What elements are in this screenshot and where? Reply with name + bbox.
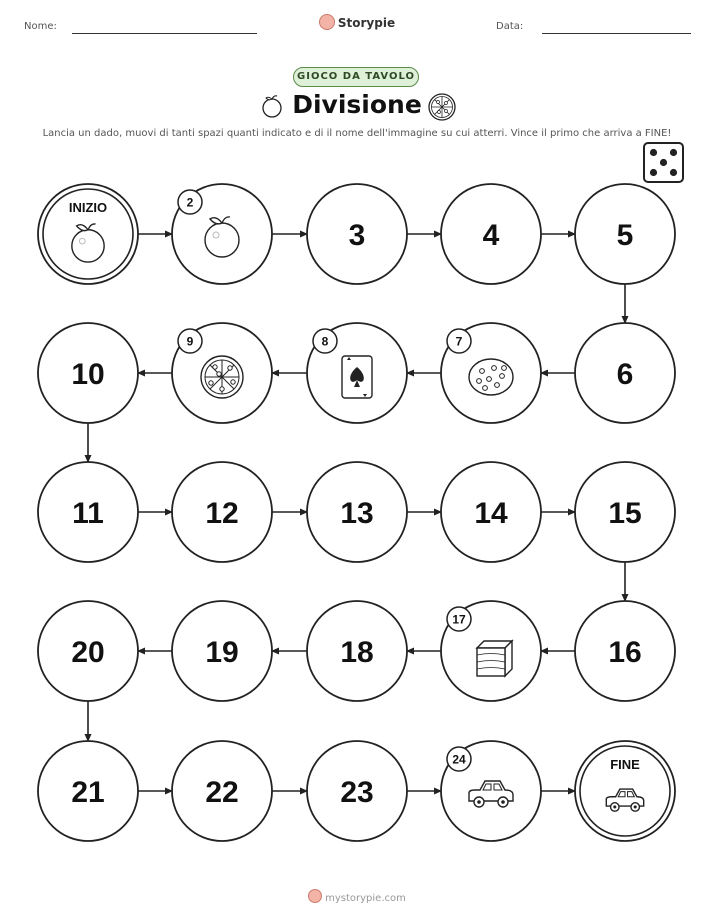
pizza-icon bbox=[201, 356, 243, 398]
board-space-15[interactable] bbox=[575, 462, 675, 562]
board-space-19[interactable] bbox=[172, 601, 272, 701]
footer bbox=[0, 889, 714, 904]
board-space-6[interactable] bbox=[575, 323, 675, 423]
board-space-17[interactable] bbox=[441, 601, 541, 701]
space-number: 19 bbox=[205, 636, 239, 669]
cookie-icon bbox=[469, 359, 513, 395]
board-space-11[interactable] bbox=[38, 462, 138, 562]
board-space-14[interactable] bbox=[441, 462, 541, 562]
board-space-13[interactable] bbox=[307, 462, 407, 562]
board-space-2[interactable] bbox=[172, 184, 272, 284]
board-space-8[interactable] bbox=[307, 323, 407, 423]
footer-url: mystorypie.com bbox=[325, 893, 406, 904]
space-number-badge: 2 bbox=[186, 195, 194, 210]
space-number: 3 bbox=[348, 219, 366, 252]
instructions: Lancia un dado, muovi di tanti spazi quanti indicato e di il nome dell'immagine su cui atterri. Vince il primo che arriva a FINE! bbox=[42, 128, 672, 139]
board-space-7[interactable] bbox=[441, 323, 541, 423]
die-pip bbox=[650, 169, 657, 176]
board-space-20[interactable] bbox=[38, 601, 138, 701]
start-label: INIZIO bbox=[68, 200, 108, 215]
space-number-badge: 9 bbox=[186, 334, 194, 349]
start-space[interactable] bbox=[38, 184, 138, 284]
board-space-10[interactable] bbox=[38, 323, 138, 423]
space-number: 23 bbox=[340, 776, 374, 809]
space-number: 13 bbox=[340, 497, 374, 530]
name-label: Nome: bbox=[24, 21, 57, 32]
space-number: 22 bbox=[205, 776, 239, 809]
storypie-small-logo-icon bbox=[308, 889, 322, 903]
board-space-9[interactable] bbox=[172, 323, 272, 423]
space-number: 18 bbox=[340, 636, 374, 669]
die-pip bbox=[670, 169, 677, 176]
space-number-badge: 24 bbox=[452, 752, 466, 767]
space-number: 14 bbox=[474, 497, 508, 530]
die-pip bbox=[660, 159, 667, 166]
finish-space[interactable] bbox=[575, 741, 675, 841]
board-space-18[interactable] bbox=[307, 601, 407, 701]
space-number: 20 bbox=[71, 636, 105, 669]
space-number: 6 bbox=[616, 358, 634, 391]
board-space-3[interactable] bbox=[307, 184, 407, 284]
board-space-24[interactable] bbox=[441, 741, 541, 841]
board-space-5[interactable] bbox=[575, 184, 675, 284]
page-title: Divisione bbox=[292, 90, 422, 119]
space-number-badge: 8 bbox=[321, 334, 329, 349]
space-number: 16 bbox=[608, 636, 642, 669]
die-pip bbox=[650, 149, 657, 156]
die-pip bbox=[670, 149, 677, 156]
board-space-16[interactable] bbox=[575, 601, 675, 701]
space-number-badge: 7 bbox=[455, 334, 463, 349]
space-number-badge: 17 bbox=[452, 612, 466, 627]
space-number: 12 bbox=[205, 497, 239, 530]
board-space-4[interactable] bbox=[441, 184, 541, 284]
board-space-12[interactable] bbox=[172, 462, 272, 562]
space-number: 10 bbox=[71, 358, 105, 391]
game-type-badge: GIOCO DA TAVOLO bbox=[293, 67, 419, 87]
finish-label: FINE bbox=[610, 757, 640, 772]
die-icon bbox=[644, 143, 683, 182]
date-label: Data: bbox=[496, 21, 524, 32]
brand-name: Storypie bbox=[337, 16, 396, 30]
wooden-cube-icon bbox=[477, 641, 512, 676]
space-number: 11 bbox=[72, 497, 104, 530]
space-number: 15 bbox=[608, 497, 642, 530]
space-number: 21 bbox=[71, 776, 105, 809]
board-space-23[interactable] bbox=[307, 741, 407, 841]
board-space-21[interactable] bbox=[38, 741, 138, 841]
board-space-22[interactable] bbox=[172, 741, 272, 841]
playing-card-icon bbox=[342, 356, 372, 398]
space-number: 5 bbox=[616, 219, 634, 252]
space-number: 4 bbox=[482, 219, 500, 252]
